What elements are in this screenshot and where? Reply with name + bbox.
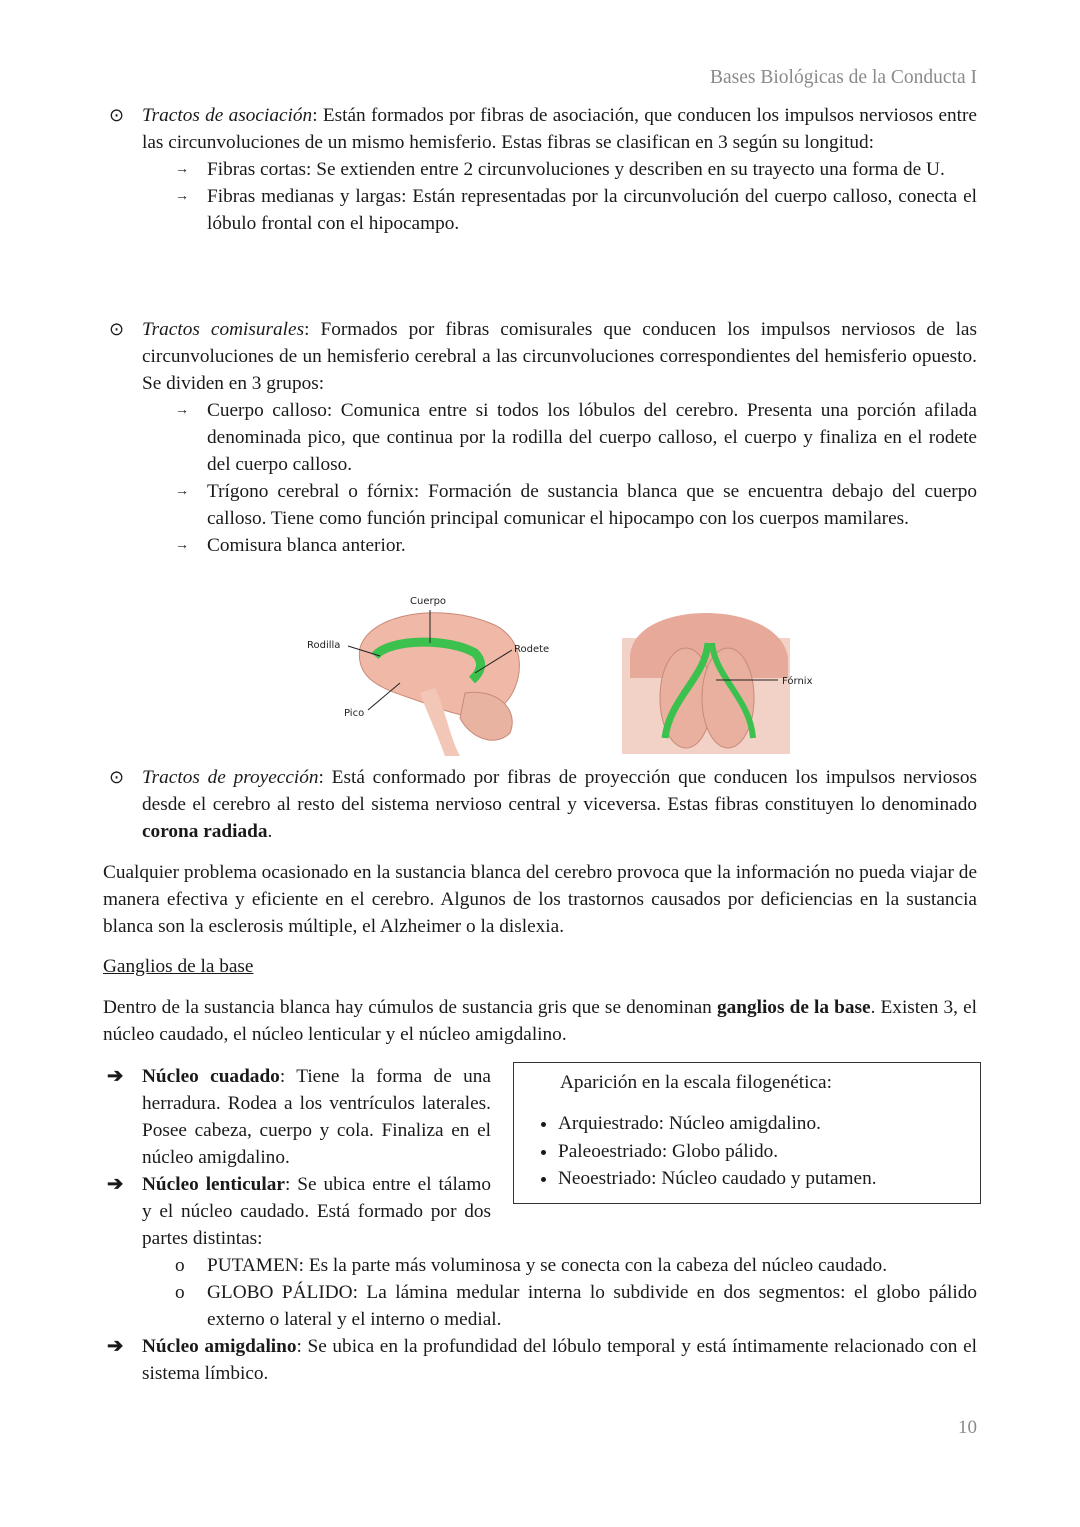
arrow-icon: → xyxy=(175,189,189,204)
heading-ganglios: Ganglios de la base xyxy=(103,956,254,977)
svg-text:Pico: Pico xyxy=(344,708,365,719)
section-comisurales: ⊙ Tractos comisurales: Formados por fibras comisurales que conducen los impulsos nerviosos de las circunvoluciones de un hemisferio cerebral a las circunvoluciones correspondientes del hemisferio opuesto. Se dividen en 3 grupos: → Cuerpo calloso: Comunica entre si todos los lóbulos del cerebro. Presenta una porción afilada denominada pico, que continua por la rodilla del cuerpo calloso, el cuerpo y finaliza en el rodete del cuerpo calloso. → Trígono cerebral o fórnix: Formación de sustancia blanca que se encuentra debajo del cuerpo calloso. Tiene como función principal comunicar el hipocampo con los cuerpos mamilares. → Comisura blanca anterior. xyxy=(103,316,977,559)
page-number: 10 xyxy=(958,1417,977,1438)
circle-bullet-icon: o xyxy=(175,1282,185,1303)
svg-text:Cuerpo: Cuerpo xyxy=(410,596,447,607)
list-item: • Arquiestrado: Núcleo amigdalino. xyxy=(558,1110,970,1138)
arrow-bullet-icon: ➔ xyxy=(107,1336,124,1357)
running-header: Bases Biológicas de la Conducta I xyxy=(710,67,977,88)
arrow-bullet-icon: ➔ xyxy=(107,1174,124,1195)
arrow-icon: → xyxy=(175,403,189,418)
circle-bullet-icon: o xyxy=(175,1255,185,1276)
arrow-icon: → xyxy=(175,162,189,177)
filogenetica-box: Aparición en la escala filogenética: • Arquiestrado: Núcleo amigdalino. • Paleoestriado: Globo pálido. • Neoestriado: Núcleo caudado y putamen. xyxy=(513,1062,981,1204)
list-item: • Neoestriado: Núcleo caudado y putamen. xyxy=(558,1165,970,1193)
arrow-icon: → xyxy=(175,538,189,553)
svg-text:Rodete: Rodete xyxy=(514,644,550,655)
section-proyeccion: ⊙ Tractos de proyección: Está conformado por fibras de proyección que conducen los impulsos nerviosos desde el cerebro al resto del sistema nervioso central y viceversa. Estas fibras constituyen lo denominado corona radiada. xyxy=(103,764,977,845)
coronal-brain-figure xyxy=(620,588,830,756)
arrow-icon: → xyxy=(175,484,189,499)
arrow-bullet-icon: ➔ xyxy=(107,1066,124,1087)
circle-bullet-icon: ⊙ xyxy=(109,767,125,787)
section-nucleos: Aparición en la escala filogenética: • Arquiestrado: Núcleo amigdalino. • Paleoestriado: Globo pálido. • Neoestriado: Núcleo caudado y putamen. ➔ Núcleo cuadado: Tiene la forma de una herradura. Rodea a los ventrículos laterales. Posee cabeza, cuerpo y cola. Finaliza en el núcleo amigdalino. ➔ Núcleo lenticular: Se ubica entre el tálamo y el núcleo caudado. Está formado por dos partes distintas: o PUTAMEN: Es la parte más voluminosa y se conecta con la cabeza del núcleo caudado. o GLOBO PÁLIDO: La lámina medular interna lo subdivide en dos segmentos: el globo pálido externo o lateral y el interno o medial. ➔ Núcleo amigdalino: Se ubica en la profundidad del lóbulo temporal y está íntimamente relacionado con el sistema límbico. xyxy=(103,1062,977,1387)
svg-text:Fórnix: Fórnix xyxy=(782,676,813,687)
paragraph-sustancia-blanca: Cualquier problema ocasionado en la sustancia blanca del cerebro provoca que la información no pueda viajar de manera efectiva y eficiente en el cerebro. Algunos de los trastornos causados por deficiencias en la sustancia blanca son la esclerosis múltiple, el Alzheimer o la dislexia. xyxy=(103,862,977,937)
svg-text:Rodilla: Rodilla xyxy=(307,640,341,651)
circle-bullet-icon: ⊙ xyxy=(109,319,125,339)
paragraph-ganglios-intro: Dentro de la sustancia blanca hay cúmulos de sustancia gris que se denominan ganglios de la base. Existen 3, el núcleo caudado, el núcleo lenticular y el núcleo amigdalino. xyxy=(103,997,978,1045)
section-asociacion: ⊙ Tractos de asociación: Están formados por fibras de asociación, que conducen los impulsos nerviosos entre las circunvoluciones de un mismo hemisferio. Estas fibras se clasifican en 3 según su longitud: → Fibras cortas: Se extienden entre 2 circunvoluciones y describen en su trayecto una forma de U. → Fibras medianas y largas: Están representadas por la circunvolución del cuerpo calloso, conecta el lóbulo frontal con el hipocampo. xyxy=(103,102,977,237)
circle-bullet-icon: ⊙ xyxy=(109,105,125,125)
sagittal-brain-figure xyxy=(300,588,550,758)
list-item: • Paleoestriado: Globo pálido. xyxy=(558,1138,970,1166)
